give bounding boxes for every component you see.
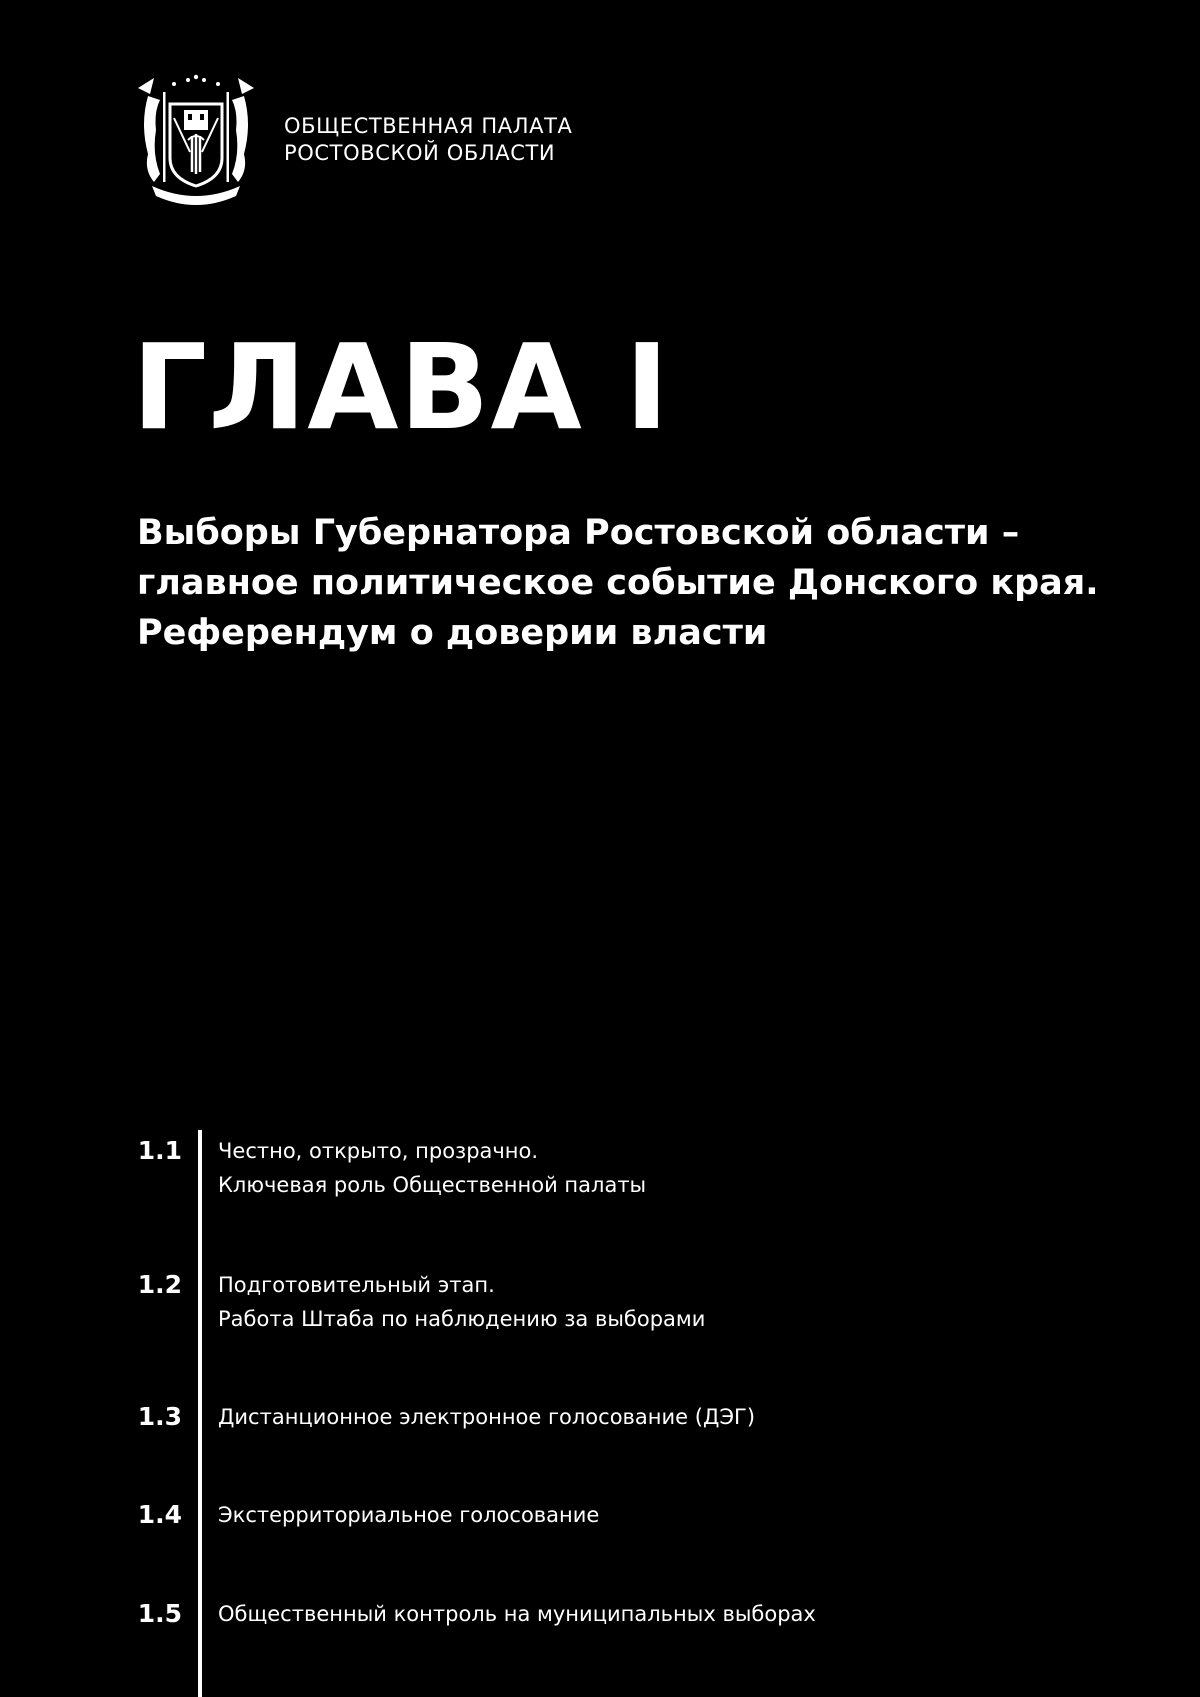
toc-item-number: 1.2 bbox=[137, 1270, 182, 1299]
toc-item-title-line: Экстерриториальное голосование bbox=[218, 1503, 600, 1527]
chapter-subtitle-line: главное политическое событие Донского края. bbox=[137, 563, 1099, 603]
organization-name bbox=[284, 113, 572, 167]
toc-item-number: 1.5 bbox=[137, 1599, 182, 1628]
toc-item-title bbox=[218, 1400, 1158, 1434]
toc-item-title-line: Подготовительный этап. bbox=[218, 1273, 495, 1297]
toc-item-title bbox=[218, 1597, 1158, 1631]
toc-item-title bbox=[218, 1268, 1158, 1336]
chapter-subtitle bbox=[137, 508, 1147, 658]
toc-divider-line-lower bbox=[198, 1462, 202, 1697]
page-header bbox=[130, 74, 572, 206]
organization-name-line2: РОСТОВСКОЙ ОБЛАСТИ bbox=[284, 141, 556, 165]
toc-item-number: 1.3 bbox=[137, 1402, 182, 1431]
toc-item-title-line: Работа Штаба по наблюдению за выборами bbox=[218, 1307, 706, 1331]
toc-item-number: 1.4 bbox=[137, 1500, 182, 1529]
toc-item-title-line: Честно, открыто, прозрачно. bbox=[218, 1139, 539, 1163]
coat-of-arms-icon bbox=[130, 74, 262, 206]
organization-name-line1: ОБЩЕСТВЕННАЯ ПАЛАТА bbox=[284, 114, 573, 138]
toc-divider-line bbox=[198, 1130, 202, 1462]
toc-item-title-line: Общественный контроль на муниципальных выборах bbox=[218, 1602, 816, 1626]
chapter-subtitle-line: Референдум о доверии власти bbox=[137, 613, 768, 653]
toc-item-title-line: Ключевая роль Общественной палаты bbox=[218, 1173, 647, 1197]
toc-item-title bbox=[218, 1498, 1158, 1532]
toc-item-title bbox=[218, 1134, 1158, 1202]
chapter-subtitle-line: Выборы Губернатора Ростовской области – bbox=[137, 513, 1020, 553]
toc-item-number: 1.1 bbox=[137, 1136, 182, 1165]
chapter-title: ГЛАВА I bbox=[132, 318, 670, 456]
toc-item-title-line: Дистанционное электронное голосование (ДЭГ) bbox=[218, 1405, 756, 1429]
